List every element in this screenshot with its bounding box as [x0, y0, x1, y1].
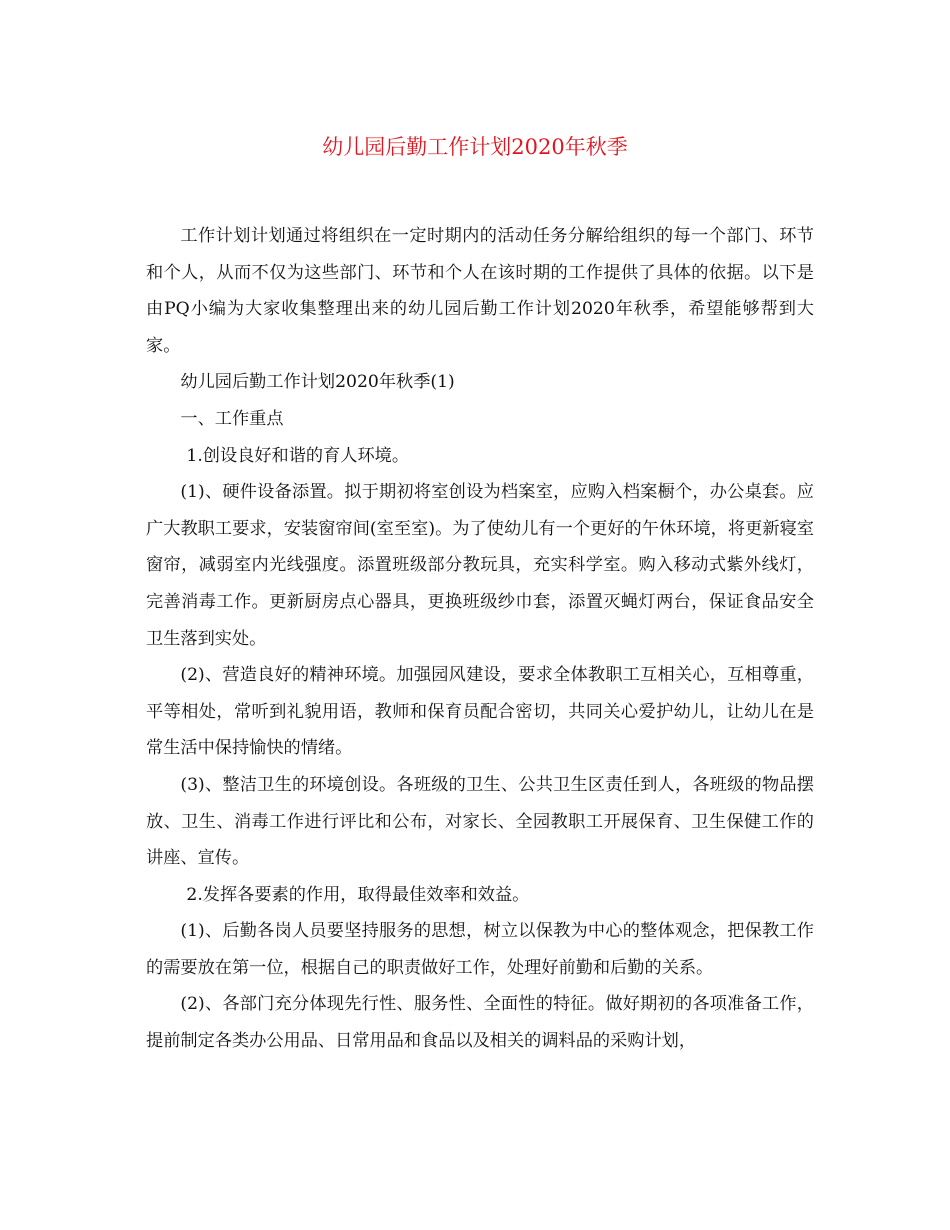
paragraph-service-idea: (1)、后勤各岗人员要坚持服务的思想，树立以保教为中心的整体观念，把保教工作的需要放在第一位，根据自己的职责做好工作，处理好前勤和后勤的关系。 — [146, 921, 814, 978]
subheading-efficiency: 2.发挥各要素的作用，取得最佳效率和效益。 — [186, 884, 530, 905]
paragraph-hardware: (1)、硬件设备添置。拟于期初将室创设为档案室，应购入档案橱个，办公桌套。应广大教职工要求，安装窗帘间(室至室)。为了使幼儿有一个更好的午休环境，将更新寝室窗帘，减弱室内光线强度。添置班级部分教玩具，充实科学室。购入移动式紫外线灯，完善消毒工作。更新厨房点心器具，更换班级纱巾套，添置灭蝇灯两台，保证食品安全卫生落到实处。 — [146, 482, 814, 649]
subheading-environment: 1.创设良好和谐的育人环境。 — [186, 445, 410, 466]
document-title: 幼儿园后勤工作计划2020年秋季 — [322, 135, 628, 159]
paragraph-spirit-environment: (2)、营造良好的精神环境。加强园风建设，要求全体教职工互相关心，互相尊重，平等相处，常听到礼貌用语，教师和保育员配合密切，共同关心爱护幼儿，让幼儿在是常生活中保持愉快的情绪。 — [146, 665, 814, 759]
paragraph-hygiene-environment: (3)、整洁卫生的环境创设。各班级的卫生、公共卫生区责任到人，各班级的物品摆放、卫生、消毒工作进行评比和公布，对家长、全园教职工开展保育、卫生保健工作的讲座、宣传。 — [146, 774, 814, 869]
paragraph-departments: (2)、各部门充分体现先行性、服务性、全面性的特征。做好期初的各项准备工作，提前制定各类办公用品、日常用品和食品以及相关的调料品的采购计划， — [146, 994, 814, 1052]
intro-paragraph: 工作计划计划通过将组织在一定时期内的活动任务分解给组织的每一个部门、环节和个人，从而不仅为这些部门、环节和个人在该时期的工作提供了具体的依据。以下是由PQ小编为大家收集整理出来的幼儿园后勤工作计划2020年秋季，希望能够帮到大家。 — [146, 226, 814, 356]
plan-subtitle: 幼儿园后勤工作计划2020年秋季(1) — [180, 372, 455, 393]
document-body — [146, 218, 814, 1060]
section-heading-work-focus: 一、工作重点 — [180, 408, 284, 429]
